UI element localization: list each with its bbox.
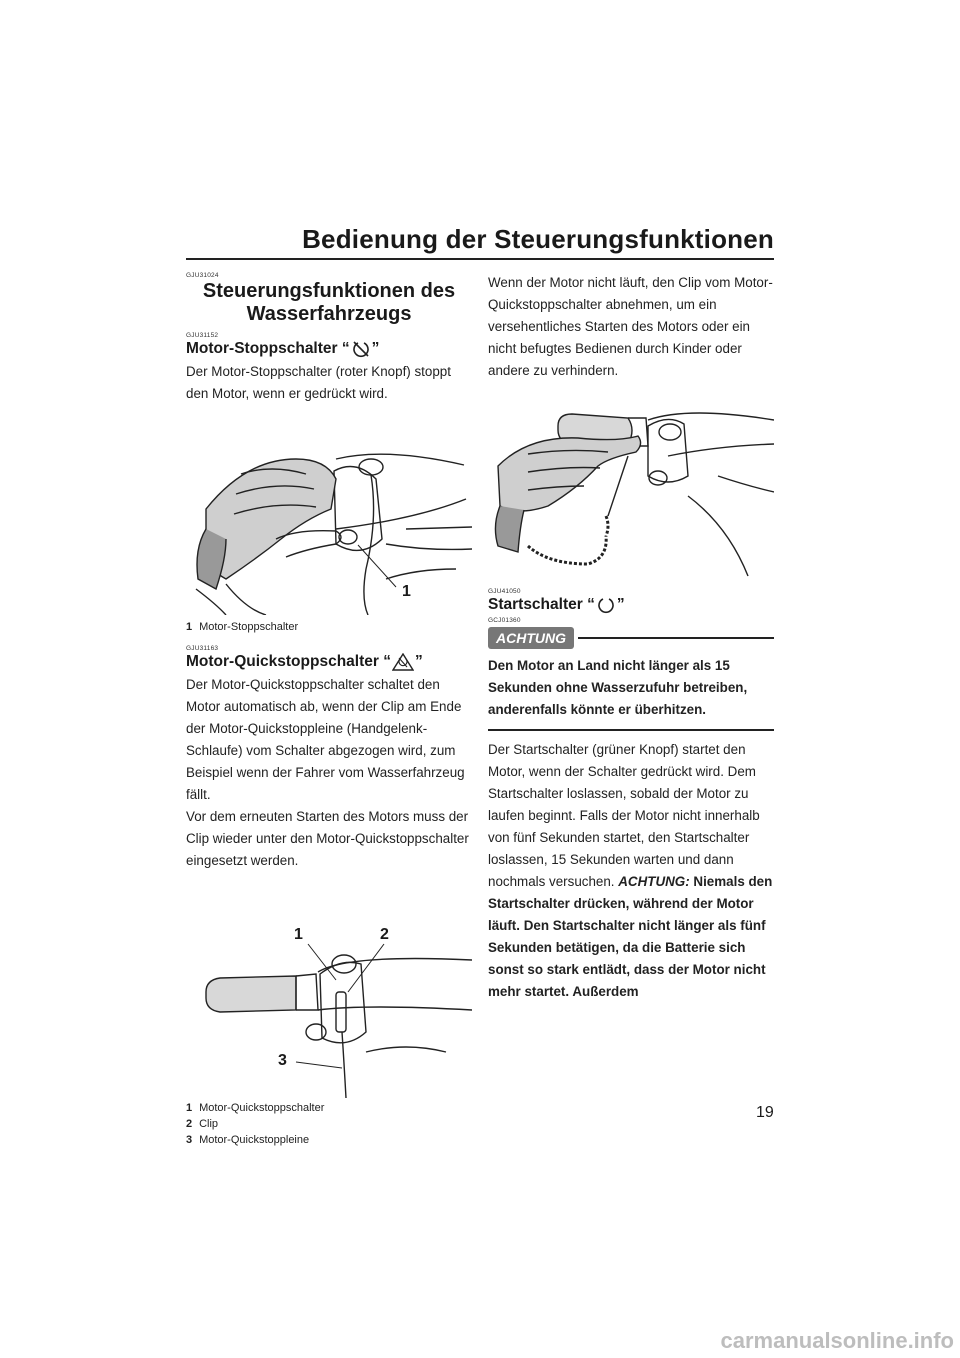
stop-switch-figure (186, 419, 472, 615)
callout-1: 1 (402, 583, 411, 600)
legend-item: 2 Clip (186, 1118, 219, 1130)
warning-label: ACHTUNG (488, 627, 574, 649)
clip-removal-illustration (488, 396, 774, 584)
page-title: Bedienung der Steuerungsfunktionen (302, 224, 774, 254)
stop-switch-title: Motor-Stoppschalter “ ” (186, 340, 380, 357)
quickstop-title: Motor-Quickstoppschalter “ ” (186, 653, 423, 670)
watermark: carmanualsonline.info (720, 1328, 954, 1353)
quickstop-removal-text: Wenn der Motor nicht läuft, den Clip vom Motor-Quickstoppschalter abnehmen, um ein versehentliches Starten des Motors oder ein nicht befugtes Bedienen durch Kinder oder andere zu verhindern. (488, 275, 773, 378)
start-symbol-icon (596, 596, 616, 614)
stop-switch-code: GJU31152 (186, 332, 219, 339)
warning-text: Den Motor an Land nicht länger als 15 Sekunden ohne Wasserzufuhr betreiben, anderenfalls könnte er überhitzen. (488, 658, 748, 717)
quickstop-illustration (186, 892, 472, 1098)
figure-1-legend (186, 619, 472, 635)
stop-switch-text: Der Motor-Stoppschalter (roter Knopf) stoppt den Motor, wenn er gedrückt wird. (186, 364, 451, 401)
legend-item: 1 Motor-Stoppschalter (186, 621, 299, 633)
caution-inline-label: ACHTUNG: (618, 874, 690, 889)
clip-removal-figure (488, 396, 774, 584)
warning-box (488, 627, 774, 731)
figure-2-legend (186, 1100, 472, 1148)
stop-symbol-icon (351, 340, 371, 358)
callout-1: 1 (294, 926, 303, 943)
warning-code: GCJ01360 (488, 617, 521, 624)
callout-3: 3 (278, 1052, 287, 1069)
right-column (488, 272, 774, 1003)
section-title: Steuerungsfunktionen des Wasserfahrzeugs (202, 280, 456, 325)
callout-2: 2 (380, 926, 389, 943)
caution-inline-text: Niemals den Startschalter drücken, während der Motor läuft. Den Startschalter nicht länger als fünf Sekunden betätigen, da die Batterie sich sonst so stark entlädt, dass der Motor nicht mehr startet. Außerdem (488, 874, 773, 999)
start-switch-title: Startschalter “ ” (488, 596, 625, 613)
legend-item: 3 Motor-Quickstoppleine (186, 1134, 310, 1146)
stop-switch-illustration (186, 419, 472, 615)
start-switch-code: GJU41050 (488, 588, 521, 595)
left-column (186, 272, 472, 1148)
page-header (186, 224, 774, 260)
start-switch-text: Der Startschalter (grüner Knopf) startet den Motor, wenn der Schalter gedrückt wird. Dem Startschalter loslassen, sobald der Motor zu laufen beginnt. Falls der Motor nicht innerhalb von fünf Sekunden startet, den Startschalter loslassen, 15 Sekunden warten und dann nochmals versuchen. ACHTUNG: Niemals den Startschalter drücken, während der Motor läuft. Den Startschalter nicht länger als fünf Sekunden betätigen, da die Batterie sich sonst so stark entlädt, dass der Motor nicht mehr startet. Außerdem (488, 742, 773, 999)
quickstop-code: GJU31163 (186, 645, 219, 652)
page-number: 19 (756, 1104, 774, 1121)
section-code: GJU31024 (186, 272, 219, 279)
quickstop-text-2: Vor dem erneuten Starten des Motors muss der Clip wieder unter den Motor-Quickstoppschalter eingesetzt werden. (186, 809, 469, 868)
quickstop-figure (186, 892, 472, 1098)
legend-item: 1 Motor-Quickstoppschalter (186, 1102, 325, 1114)
warning-triangle-icon (392, 653, 414, 671)
quickstop-text-1: Der Motor-Quickstoppschalter schaltet den Motor automatisch ab, wenn der Clip am Ende der Motor-Quickstoppleine (Handgelenk-Schlaufe) vom Schalter abgezogen wird, zum Beispiel wenn der Fahrer vom Wasserfahrzeug fällt. (186, 677, 465, 802)
